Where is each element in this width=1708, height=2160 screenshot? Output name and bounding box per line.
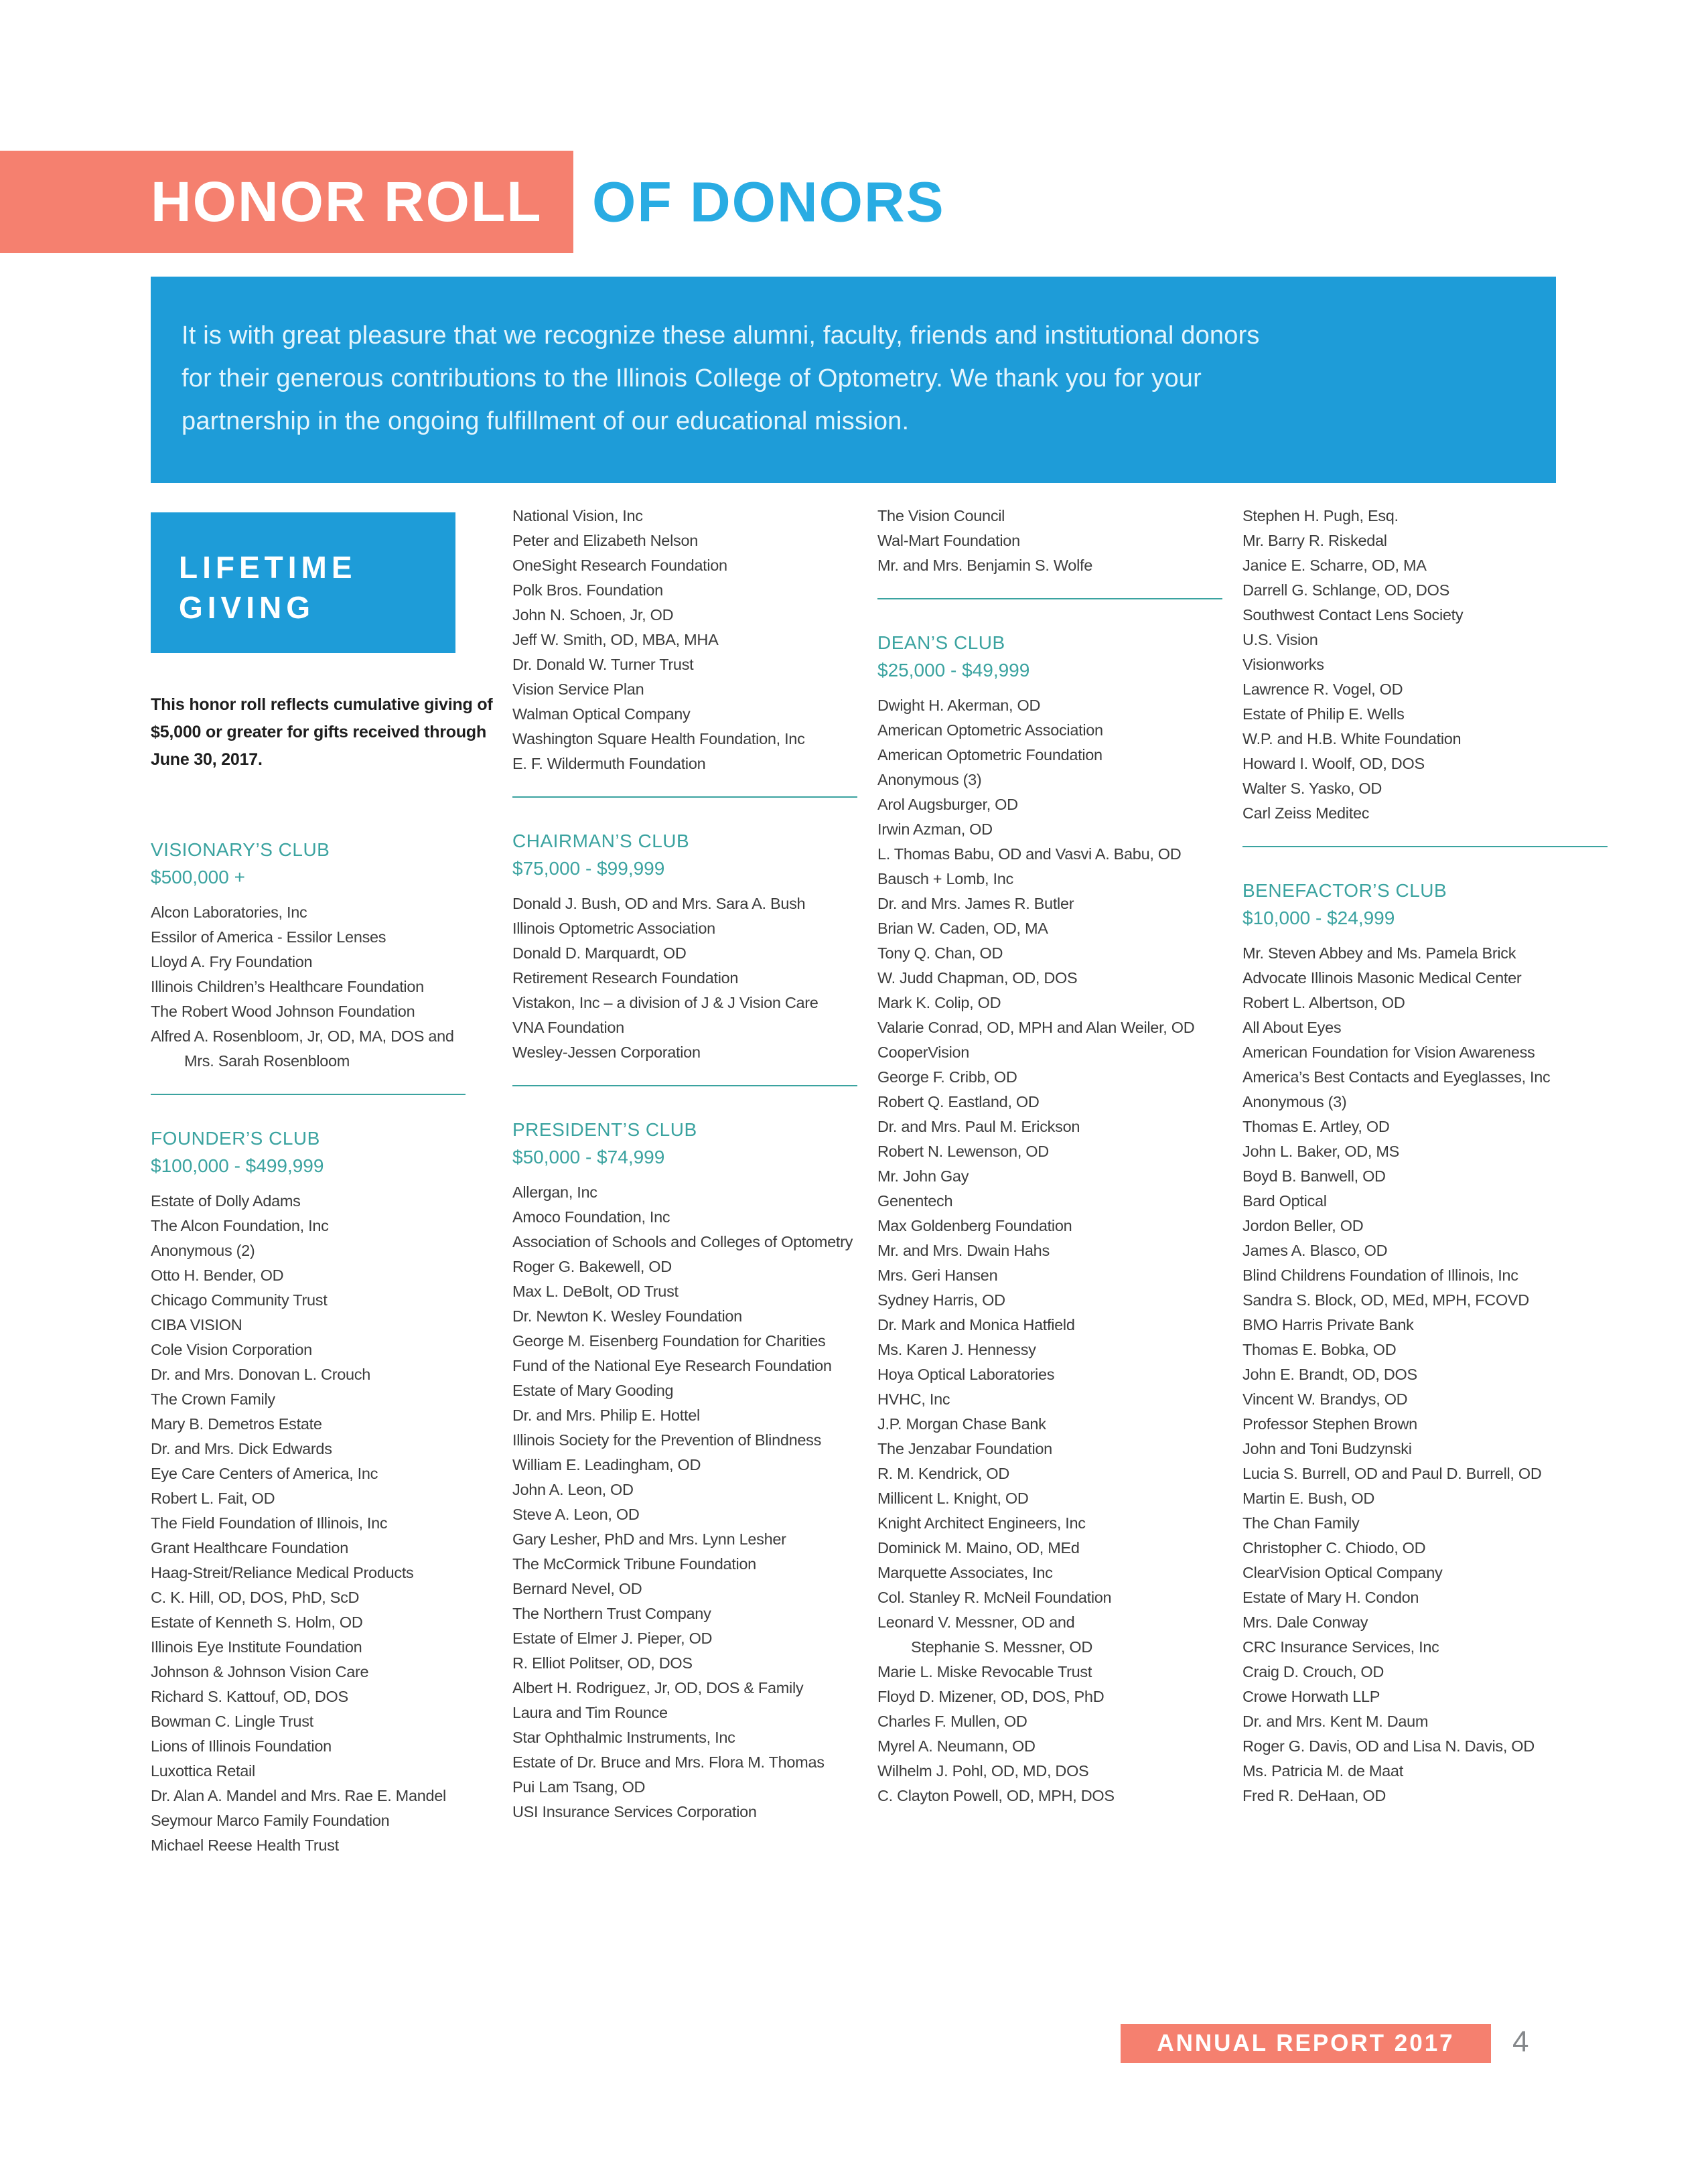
donor-name: American Optometric Association [877, 721, 1103, 739]
donor-name: Professor Stephen Brown [1242, 1415, 1417, 1433]
donor-name: Estate of Kenneth S. Holm, OD [151, 1613, 363, 1631]
club-giving-range: $10,000 - $24,999 [1242, 908, 1395, 928]
donor-name: Allergan, Inc [512, 1183, 597, 1201]
donor-name: Col. Stanley R. McNeil Foundation [877, 1589, 1112, 1606]
section-divider [151, 1094, 466, 1095]
donor-name: Sandra S. Block, OD, MEd, MPH, FCOVD [1242, 1291, 1529, 1309]
donor-name: Anonymous (3) [877, 771, 982, 788]
donor-name: Grant Healthcare Foundation [151, 1539, 348, 1557]
donor-name: R. Elliot Politser, OD, DOS [512, 1654, 693, 1672]
donor-name: Darrell G. Schlange, OD, DOS [1242, 581, 1449, 599]
donor-name: Craig D. Crouch, OD [1242, 1663, 1384, 1680]
lifetime-giving-title-line: LIFETIME [179, 550, 357, 585]
donor-name: Brian W. Caden, OD, MA [877, 920, 1048, 937]
donor-name: Seymour Marco Family Foundation [151, 1812, 390, 1829]
club-giving-range: $50,000 - $74,999 [512, 1147, 665, 1167]
club-name: BENEFACTOR’S CLUB [1242, 880, 1447, 901]
donor-name: Polk Bros. Foundation [512, 581, 663, 599]
donor-name: Christopher C. Chiodo, OD [1242, 1539, 1426, 1557]
donor-name: The Robert Wood Johnson Foundation [151, 1003, 415, 1020]
donor-name: Dr. and Mrs. James R. Butler [877, 895, 1074, 912]
donor-name: Mr. and Mrs. Dwain Hahs [877, 1242, 1050, 1259]
donor-name: Dr. and Mrs. Philip E. Hottel [512, 1407, 700, 1424]
donor-name: Blind Childrens Foundation of Illinois, Inc [1242, 1267, 1518, 1284]
donor-name: Lloyd A. Fry Foundation [151, 953, 313, 970]
intro-text-line: It is with great pleasure that we recognize these alumni, faculty, friends and institutional donors [182, 321, 1260, 350]
giving-note-line: This honor roll reflects cumulative giving of [151, 695, 493, 714]
club-heading [512, 827, 857, 882]
club-heading [151, 1125, 466, 1179]
donor-name: Robert L. Albertson, OD [1242, 994, 1405, 1011]
donor-name: Robert L. Fait, OD [151, 1490, 275, 1507]
donor-name: Jordon Beller, OD [1242, 1217, 1364, 1234]
donor-name: Thomas E. Artley, OD [1242, 1118, 1390, 1135]
donor-name: James A. Blasco, OD [1242, 1242, 1388, 1259]
donor-name: Mr. John Gay [877, 1167, 969, 1185]
donor-name: Mary B. Demetros Estate [151, 1415, 322, 1433]
donor-name: American Optometric Foundation [877, 746, 1102, 764]
donor-name: Haag-Streit/Reliance Medical Products [151, 1564, 414, 1581]
donor-name: Illinois Children’s Healthcare Foundation [151, 978, 424, 995]
donor-name: Wesley-Jessen Corporation [512, 1043, 701, 1061]
donor-name: Anonymous (3) [1242, 1093, 1347, 1110]
donor-name: John A. Leon, OD [512, 1481, 634, 1498]
donor-name: Steve A. Leon, OD [512, 1506, 640, 1523]
donor-name: Lions of Illinois Foundation [151, 1737, 332, 1755]
donor-name: Hoya Optical Laboratories [877, 1366, 1055, 1383]
donor-name: Vistakon, Inc – a division of J & J Vision Care [512, 994, 819, 1011]
donor-name: Southwest Contact Lens Society [1242, 606, 1464, 624]
footer-banner: ANNUAL REPORT 2017 [1121, 2024, 1491, 2063]
donor-name: Estate of Philip E. Wells [1242, 705, 1405, 723]
donor-name: HVHC, Inc [877, 1390, 950, 1408]
section-divider [877, 598, 1222, 599]
donor-name: Donald D. Marquardt, OD [512, 944, 687, 962]
donor-name: Alcon Laboratories, Inc [151, 904, 307, 921]
donor-name: Bausch + Lomb, Inc [877, 870, 1013, 887]
donor-name: Roger G. Bakewell, OD [512, 1258, 672, 1275]
donor-column-3 [877, 504, 1222, 1808]
donor-name: CRC Insurance Services, Inc [1242, 1638, 1439, 1656]
donor-name: America’s Best Contacts and Eyeglasses, Inc [1242, 1068, 1551, 1086]
donor-name: E. F. Wildermuth Foundation [512, 755, 706, 772]
donor-name: Mr. and Mrs. Benjamin S. Wolfe [877, 557, 1092, 574]
donor-name: Estate of Elmer J. Pieper, OD [512, 1630, 713, 1647]
club-name: CHAIRMAN’S CLUB [512, 831, 690, 851]
donor-name: L. Thomas Babu, OD and Vasvi A. Babu, OD [877, 845, 1182, 863]
donor-name: Howard I. Woolf, OD, DOS [1242, 755, 1425, 772]
donor-name: Ms. Patricia M. de Maat [1242, 1762, 1403, 1780]
donor-name: Dwight H. Akerman, OD [877, 697, 1041, 714]
donor-name: C. Clayton Powell, OD, MPH, DOS [877, 1787, 1115, 1804]
donor-name: Jeff W. Smith, OD, MBA, MHA [512, 631, 719, 648]
donor-name: Advocate Illinois Masonic Medical Center [1242, 969, 1522, 987]
club-heading [512, 1116, 857, 1171]
donor-name: Dr. Donald W. Turner Trust [512, 656, 694, 673]
donor-name: Irwin Azman, OD [877, 820, 993, 838]
donor-name: Floyd D. Mizener, OD, DOS, PhD [877, 1688, 1105, 1705]
donor-name: W.P. and H.B. White Foundation [1242, 730, 1462, 747]
donor-name: Ms. Karen J. Hennessy [877, 1341, 1036, 1358]
donor-name: Vision Service Plan [512, 680, 644, 698]
donor-name: John N. Schoen, Jr, OD [512, 606, 674, 624]
donor-name: Eye Care Centers of America, Inc [151, 1465, 378, 1482]
donor-name: Estate of Mary Gooding [512, 1382, 674, 1399]
donor-name: Pui Lam Tsang, OD [512, 1778, 646, 1796]
donor-name: George F. Cribb, OD [877, 1068, 1017, 1086]
donor-name: Fred R. DeHaan, OD [1242, 1787, 1386, 1804]
donor-column-4 [1242, 504, 1608, 1808]
donor-name: Dr. and Mrs. Kent M. Daum [1242, 1713, 1429, 1730]
donor-name: Peter and Elizabeth Nelson [512, 532, 698, 549]
page-title-honor-roll: HONOR ROLL [151, 170, 543, 233]
intro-text-line: for their generous contributions to the Illinois College of Optometry. We thank you for your [182, 364, 1202, 392]
donor-name: Johnson & Johnson Vision Care [151, 1663, 369, 1680]
donor-name: CIBA VISION [151, 1316, 242, 1334]
donor-name: Dr. and Mrs. Donovan L. Crouch [151, 1366, 370, 1383]
donor-name: The Jenzabar Foundation [877, 1440, 1052, 1457]
donor-name: The Crown Family [151, 1390, 275, 1408]
donor-name: Essilor of America - Essilor Lenses [151, 928, 386, 946]
donor-name: Gary Lesher, PhD and Mrs. Lynn Lesher [512, 1530, 786, 1548]
donor-name: Mrs. Dale Conway [1242, 1613, 1368, 1631]
donor-name: Dr. Alan A. Mandel and Mrs. Rae E. Mandel [151, 1787, 446, 1804]
donor-name: ClearVision Optical Company [1242, 1564, 1443, 1581]
donor-name: Amoco Foundation, Inc [512, 1208, 670, 1226]
donor-name: The McCormick Tribune Foundation [512, 1555, 756, 1573]
donor-name: The Field Foundation of Illinois, Inc [151, 1514, 388, 1532]
donor-name: Donald J. Bush, OD and Mrs. Sara A. Bush [512, 895, 806, 912]
donor-name: C. K. Hill, OD, DOS, PhD, ScD [151, 1589, 360, 1606]
club-name: FOUNDER’S CLUB [151, 1128, 320, 1149]
donor-name: Cole Vision Corporation [151, 1341, 312, 1358]
donor-name: John L. Baker, OD, MS [1242, 1143, 1400, 1160]
intro-box [151, 277, 1556, 483]
donor-name: Robert Q. Eastland, OD [877, 1093, 1040, 1110]
donor-name: Association of Schools and Colleges of Optometry [512, 1233, 853, 1250]
donor-name: CooperVision [877, 1043, 970, 1061]
donor-name: George M. Eisenberg Foundation for Charities [512, 1332, 826, 1350]
donor-name: Knight Architect Engineers, Inc [877, 1514, 1086, 1532]
donor-name: Dr. Mark and Monica Hatfield [877, 1316, 1075, 1334]
donor-name: Dr. and Mrs. Paul M. Erickson [877, 1118, 1080, 1135]
donor-name: John E. Brandt, OD, DOS [1242, 1366, 1417, 1383]
donor-name: Illinois Optometric Association [512, 920, 715, 937]
donor-name: VNA Foundation [512, 1019, 624, 1036]
club-name: VISIONARY’S CLUB [151, 839, 330, 860]
donor-name: Dr. Newton K. Wesley Foundation [512, 1307, 742, 1325]
donor-name: Robert N. Lewenson, OD [877, 1143, 1049, 1160]
donor-name: Luxottica Retail [151, 1762, 255, 1780]
donor-name: J.P. Morgan Chase Bank [877, 1415, 1046, 1433]
donor-name: Carl Zeiss Meditec [1242, 804, 1370, 822]
page-number: 4 [1512, 2025, 1529, 2058]
donor-name: Martin E. Bush, OD [1242, 1490, 1375, 1507]
donor-name: Estate of Dolly Adams [151, 1192, 301, 1210]
donor-name: Visionworks [1242, 656, 1324, 673]
club-giving-range: $500,000 + [151, 867, 245, 887]
donor-name: Myrel A. Neumann, OD [877, 1737, 1036, 1755]
section-divider [512, 1085, 857, 1086]
donor-name: All About Eyes [1242, 1019, 1342, 1036]
club-name: PRESIDENT’S CLUB [512, 1119, 697, 1140]
donor-name: Richard S. Kattouf, OD, DOS [151, 1688, 348, 1705]
club-giving-range: $25,000 - $49,999 [877, 660, 1030, 680]
donor-name: The Chan Family [1242, 1514, 1360, 1532]
club-name: DEAN’S CLUB [877, 632, 1005, 653]
donor-name: Thomas E. Bobka, OD [1242, 1341, 1397, 1358]
donor-name: BMO Harris Private Bank [1242, 1316, 1414, 1334]
donor-name: Star Ophthalmic Instruments, Inc [512, 1729, 735, 1746]
donor-name: Illinois Eye Institute Foundation [151, 1638, 362, 1656]
donor-name: Mrs. Sarah Rosenbloom [184, 1052, 350, 1070]
donor-name: Max Goldenberg Foundation [877, 1217, 1072, 1234]
section-divider [512, 796, 857, 798]
section-divider [1242, 846, 1608, 847]
donor-name: Leonard V. Messner, OD and [877, 1613, 1075, 1631]
club-giving-range: $75,000 - $99,999 [512, 858, 665, 879]
donor-name: Dr. and Mrs. Dick Edwards [151, 1440, 332, 1457]
club-heading [151, 836, 466, 891]
donor-name: Anonymous (2) [151, 1242, 255, 1259]
club-heading [1242, 877, 1608, 932]
donor-name: Otto H. Bender, OD [151, 1267, 284, 1284]
donor-name: Janice E. Scharre, OD, MA [1242, 557, 1427, 574]
donor-name: Retirement Research Foundation [512, 969, 739, 987]
donor-name: Roger G. Davis, OD and Lisa N. Davis, OD [1242, 1737, 1535, 1755]
donor-name: John and Toni Budzynski [1242, 1440, 1412, 1457]
club-heading [877, 629, 1222, 684]
intro-text-line: partnership in the ongoing fulfillment of our educational mission. [182, 407, 910, 435]
donor-name: Stephen H. Pugh, Esq. [1242, 507, 1399, 524]
donor-column-1 [151, 836, 466, 1858]
donor-name: American Foundation for Vision Awareness [1242, 1043, 1535, 1061]
donor-name: Alfred A. Rosenbloom, Jr, OD, MA, DOS and [151, 1027, 454, 1045]
donor-name: Bowman C. Lingle Trust [151, 1713, 313, 1730]
donor-name: Crowe Horwath LLP [1242, 1688, 1380, 1705]
lifetime-giving-title-line: GIVING [179, 590, 315, 625]
donor-name: U.S. Vision [1242, 631, 1318, 648]
donor-name: Mr. Steven Abbey and Ms. Pamela Brick [1242, 944, 1516, 962]
donor-name: National Vision, Inc [512, 507, 643, 524]
donor-name: The Northern Trust Company [512, 1605, 711, 1622]
giving-note-line: June 30, 2017. [151, 750, 263, 769]
donor-column-2 [512, 504, 857, 1824]
donor-name: The Alcon Foundation, Inc [151, 1217, 329, 1234]
giving-note-line: $5,000 or greater for gifts received through [151, 723, 487, 741]
giving-note [151, 691, 512, 774]
donor-name: Bernard Nevel, OD [512, 1580, 642, 1597]
donor-name: Walman Optical Company [512, 705, 691, 723]
page-title-of-donors: OF DONORS [592, 170, 945, 233]
donor-name: Max L. DeBolt, OD Trust [512, 1283, 679, 1300]
donor-name: Mr. Barry R. Riskedal [1242, 532, 1387, 549]
donor-name: USI Insurance Services Corporation [512, 1803, 757, 1820]
club-giving-range: $100,000 - $499,999 [151, 1155, 324, 1176]
donor-name: Charles F. Mullen, OD [877, 1713, 1027, 1730]
donor-name: Wilhelm J. Pohl, OD, MD, DOS [877, 1762, 1089, 1780]
donor-name: Lucia S. Burrell, OD and Paul D. Burrell, OD [1242, 1465, 1542, 1482]
title-highlight-bar [0, 151, 573, 253]
donor-name: Stephanie S. Messner, OD [911, 1638, 1093, 1656]
donor-name: Michael Reese Health Trust [151, 1837, 339, 1854]
donor-name: R. M. Kendrick, OD [877, 1465, 1010, 1482]
donor-name: Marie L. Miske Revocable Trust [877, 1663, 1092, 1680]
page-title [0, 151, 1708, 253]
donor-name: Illinois Society for the Prevention of Blindness [512, 1431, 822, 1449]
donor-name: Lawrence R. Vogel, OD [1242, 680, 1403, 698]
donor-name: Estate of Mary H. Condon [1242, 1589, 1419, 1606]
donor-name: The Vision Council [877, 507, 1005, 524]
donor-name: Mark K. Colip, OD [877, 994, 1001, 1011]
donor-name: Genentech [877, 1192, 953, 1210]
donor-name: Boyd B. Banwell, OD [1242, 1167, 1386, 1185]
donor-name: Estate of Dr. Bruce and Mrs. Flora M. Thomas [512, 1753, 825, 1771]
donor-name: Chicago Community Trust [151, 1291, 328, 1309]
donor-name: Sydney Harris, OD [877, 1291, 1005, 1309]
donor-name: Millicent L. Knight, OD [877, 1490, 1029, 1507]
donor-name: Mrs. Geri Hansen [877, 1267, 998, 1284]
donor-name: Arol Augsburger, OD [877, 796, 1018, 813]
donor-name: W. Judd Chapman, OD, DOS [877, 969, 1078, 987]
donor-name: William E. Leadingham, OD [512, 1456, 701, 1473]
donor-name: Albert H. Rodriguez, Jr, OD, DOS & Family [512, 1679, 804, 1697]
donor-name: Walter S. Yasko, OD [1242, 780, 1382, 797]
donor-name: OneSight Research Foundation [512, 557, 727, 574]
donor-name: Dominick M. Maino, OD, MEd [877, 1539, 1080, 1557]
donor-name: Valarie Conrad, OD, MPH and Alan Weiler, OD [877, 1019, 1195, 1036]
donor-name: Bard Optical [1242, 1192, 1327, 1210]
donor-name: Wal-Mart Foundation [877, 532, 1020, 549]
donor-name: Laura and Tim Rounce [512, 1704, 668, 1721]
donor-name: Fund of the National Eye Research Foundation [512, 1357, 832, 1374]
lifetime-giving-box [151, 512, 455, 653]
donor-name: Washington Square Health Foundation, Inc [512, 730, 805, 747]
donor-name: Vincent W. Brandys, OD [1242, 1390, 1408, 1408]
donor-name: Tony Q. Chan, OD [877, 944, 1003, 962]
donor-name: Marquette Associates, Inc [877, 1564, 1053, 1581]
